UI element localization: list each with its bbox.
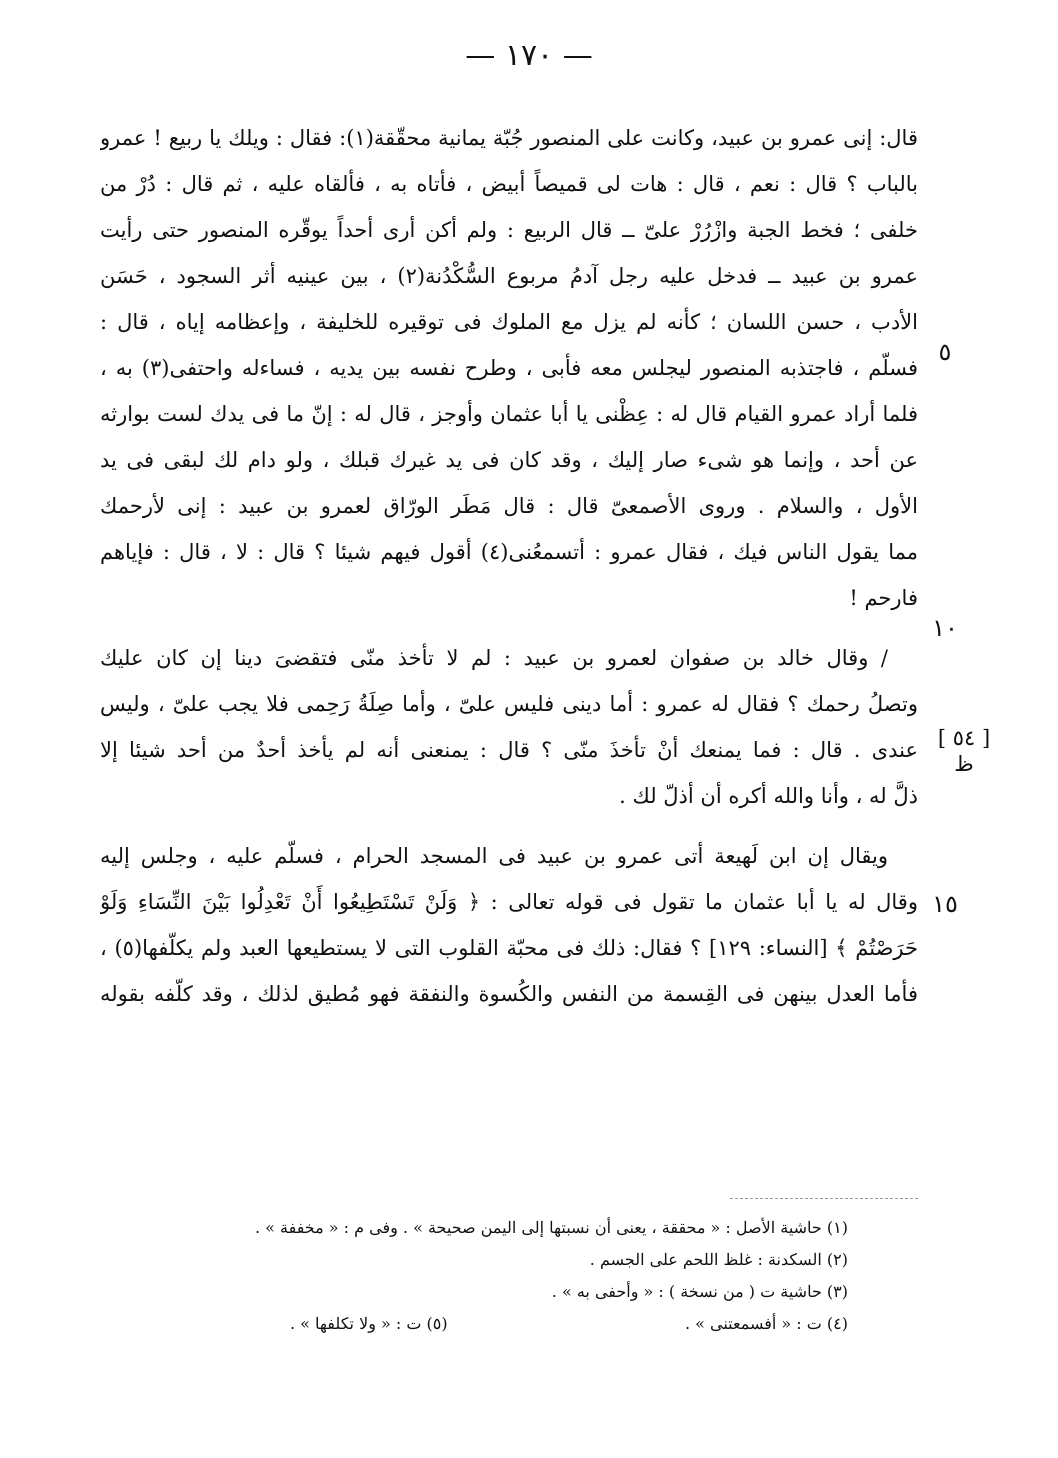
margin-side: ظ [954,752,974,776]
text-line: الأول ، والسلام . وروى الأصمعىّ قال : قال مَطَر الورّاق لعمرو بن عبيد : إنى لأرحمك [100,494,918,518]
main-text [100,115,918,1017]
line-number-10: ١٠ [932,614,958,642]
footnote-4: (٤) ت : « أفسمعتنى » . [684,1314,848,1333]
margin-folio: [ ٥٤ ] [937,726,991,750]
text-line: وقال له يا أبا عثمان ما تقول فى قوله تعالى : ﴿ وَلَنْ تَسْتَطِيعُوا أَنْ تَعْدِلُوا بَيْنَ النِّسَاءِ وَلَوْ [100,890,918,914]
text-line: فارحم ! [849,586,918,610]
paragraph-3 [100,833,918,1017]
text-line: مما يقول الناس فيك ، فقال عمرو : أتسمعُنى(٤) أقول فيهم شيئا ؟ قال : لا ، قال : فإياهم [100,540,918,564]
text-line: قال: إنى عمرو بن عبيد، وكانت على المنصور جُبّة يمانية محقّقة(١): فقال : ويلك يا ربيع ! عمرو [100,126,918,150]
paragraph-2 [100,635,918,819]
paragraph-1 [100,115,918,621]
footnote-5: (٥) ت : « ولا تكلفها » . [290,1314,448,1333]
text-line: خلفى ؛ فخط الجبة وازْرُرْ علىّ ــ قال الربيع : ولم أكن أرى أحداً يوقّره المنصور حتى رأيت [100,218,918,242]
footnote-row [110,1308,848,1340]
line-number-15: ١٥ [932,890,958,918]
footnotes [110,1212,848,1340]
text-line: فلما أراد عمرو القيام قال له : عِظْنى يا أبا عثمان وأوجز ، قال له : إنّ ما فى يدك لست بوارثه [100,402,918,426]
footnote-3: (٣) حاشية ت ( من نسخة ) : « وأحفى به » . [551,1282,848,1301]
text-line: عمرو بن عبيد ــ فدخل عليه رجل آدمُ مربوع السُّكْدُنة(٢) ، بين عينيه أثر السجود ، حَسَن [100,264,918,288]
text-line: حَرَصْتُمْ ﴾ [النساء: ١٢٩] ؟ فقال: ذلك فى محبّة القلوب التى لا يستطيعها العبد ولم يكلّفها(٥) ، [100,936,918,960]
text-line: فسلّم ، فاجتذبه المنصور ليجلس معه فأبى ، وطرح نفسه بين يديه ، فساءله واحتفى(٣) به ، [100,356,918,380]
text-line: فأما العدل بينهن فى القِسمة من النفس والكُسوة والنفقة فهو مُطيق لذلك ، وقد كلّفه بقوله [100,982,918,1006]
text-line: عن أحد ، وإنما هو شىء صار إليك ، وقد كان فى يد غيرك قبلك ، ولو دام لك لبقى فى يد [100,448,918,472]
page-number: — ١٧٠ — [465,38,593,73]
footnote-divider [730,1198,918,1199]
line-number-5: ٥ [938,338,952,366]
text-line: ذلَّ له ، وأنا والله أكره أن أذلّ لك . [619,784,918,808]
text-line: عندى . قال : فما يمنعك أنْ تأخذَ منّى ؟ قال : يمنعنى أنه لم يأخذ أحدٌ من أحد شيئا إلا [100,738,918,762]
text-line: ويقال إن ابن لَهيعة أتى عمرو بن عبيد فى المسجد الحرام ، فسلّم عليه ، وجلس إليه [100,844,888,868]
text-line: وتصلُ رحمك ؟ فقال له عمرو : أما دينى فليس علىّ ، وأما صِلَةُ رَحِمى فلا يجب علىّ ، وليس [100,692,918,716]
text-line: بالباب ؟ قال : نعم ، قال : هات لى قميصاً أبيض ، فأتاه به ، فألقاه عليه ، ثم قال : دُرْ من [100,172,918,196]
footnote-2: (٢) السكدنة : غلظ اللحم على الجسم . [589,1250,848,1269]
margin-reference [928,725,1000,777]
footnote-1: (١) حاشية الأصل : « محققة ، يعنى أن نسبتها إلى اليمن صحيحة » . وفى م : « مخففة » . [254,1218,848,1237]
text-line: / وقال خالد بن صفوان لعمرو بن عبيد : لم لا تأخذ منّى فتقضىَ دينا إن كان عليك [100,646,888,670]
text-line: الأدب ، حسن اللسان ؛ كأنه لم يزل مع الملوك فى توقيره للخليفة ، وإعظامه إياه ، قال : [100,310,918,334]
